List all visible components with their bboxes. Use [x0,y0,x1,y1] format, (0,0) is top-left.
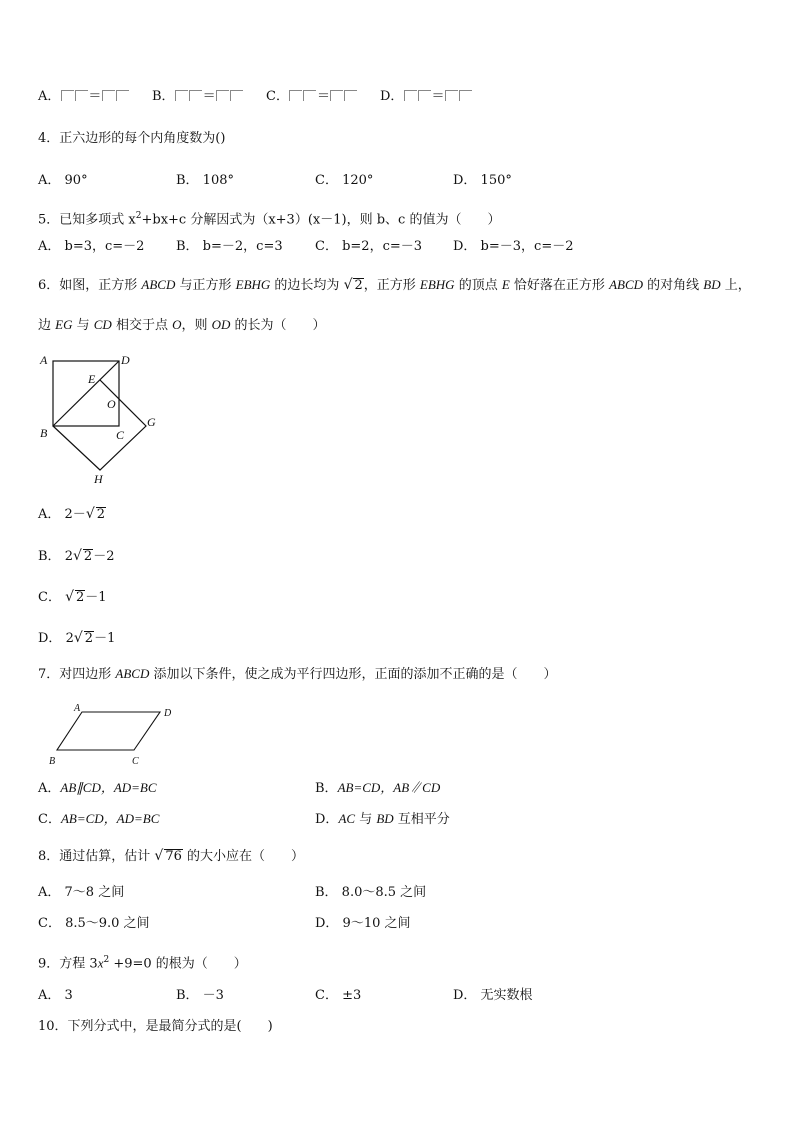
q5-stem [38,208,500,228]
option-text: AB∥CD，AD=BC [60,780,157,795]
option-letter: A． [38,781,61,796]
variable-x: x [97,955,104,971]
square-ebhg [53,380,146,470]
radical-sign: √ [73,630,83,646]
q5-option-b: B． b=－2，c=3 [176,239,283,254]
text: 的大小应在（ ） [182,849,305,864]
option-pre: 2 [64,549,73,564]
q9-option-b: B． －3 [176,988,224,1003]
label-a: A [40,353,48,367]
text: 的顶点 [454,278,502,293]
q6-option-c [38,589,107,606]
label-e: E [88,372,96,386]
label-abcd: ABCD [115,666,150,681]
option-letter: B． [38,549,61,564]
option-text: ＝ [88,89,102,104]
radicand: 2 [84,631,94,646]
label-o: O [107,397,116,411]
q3-option-c [266,89,358,105]
option-letter: C． [38,812,61,827]
option-letter: D． [380,89,404,104]
q4-stem: 4．正六边形的每个内角度数为() [38,131,226,146]
radical-sign: √ [154,848,164,864]
superscript: 2 [103,955,110,965]
radicand: 2 [83,549,93,564]
radicand: 2 [354,278,363,293]
text: 与 [355,812,377,827]
missing-glyph [189,90,202,101]
label-ebhg: EBHG [235,277,271,292]
text: 7．对四边形 [38,667,116,682]
missing-glyph [175,90,188,101]
option-post: －1 [94,631,116,646]
missing-glyph [289,90,302,101]
label-o: O [172,317,182,332]
q6-option-d [38,630,115,647]
q9-option-a: A． 3 [38,988,73,1003]
label-eg: EG [55,317,73,332]
missing-glyph [404,90,417,101]
text: 互相平分 [393,812,450,827]
q6-option-a [38,506,106,523]
missing-glyph [230,90,243,101]
label-d: D [121,353,130,367]
q7-option-c [38,811,159,828]
missing-glyph [61,90,74,101]
label-e: E [501,277,510,292]
text: 边 [38,318,56,333]
q6-geometry-figure [36,350,166,490]
label-b: B [40,426,48,440]
radical-sign: √ [343,277,353,293]
q8-stem [38,848,304,865]
label-cd: CD [93,317,112,332]
superscript: 2 [135,211,142,221]
text: 8．通过估算，估计 [38,849,155,864]
q5-option-d: D． b=－3，c=－2 [453,239,574,254]
missing-glyph [116,90,129,101]
missing-glyph [303,90,316,101]
label-c: C [132,756,139,767]
q8-option-a: A． 7～8 之间 [38,885,125,900]
label-d: D [164,708,172,719]
label-od: OD [211,317,231,332]
text: +9=0 的根为（ ） [109,956,247,972]
q6-stem-line2 [38,317,326,334]
option-letter: D． [38,631,62,646]
q4-option-b: B． 108° [176,173,234,188]
label-ac: AC [338,811,356,826]
option-post: －1 [85,590,107,605]
missing-glyph [216,90,229,101]
q7-stem [38,666,557,683]
text: 上， [720,278,751,293]
text: ，则 [181,318,212,333]
text: 的对角线 [643,278,704,293]
missing-glyph [344,90,357,101]
q8-option-b: B． 8.0～8.5 之间 [315,885,427,900]
option-text: ＝ [202,89,216,104]
text: 的长为（ ） [230,318,326,333]
q4-option-a: A． 90° [38,173,88,188]
radical-sign: √ [72,548,82,564]
q5-stem-prefix: 5．已知多项式 x [38,212,136,228]
q7-parallelogram-figure [44,700,184,768]
option-text: ＝ [316,89,330,104]
q9-stem [38,952,247,972]
q5-stem-suffix: +bx+c 分解因式为（x+3）(x－1)，则 b、c 的值为（ ） [141,212,501,228]
diagonal-bd [53,361,119,426]
q7-option-b [315,780,440,797]
option-letter: A． [38,507,61,522]
q7-option-a [38,780,157,797]
label-a: A [74,703,81,714]
option-letter: C． [38,590,61,605]
text: 相交于点 [111,318,173,333]
q4-option-c: C． 120° [315,173,374,188]
missing-glyph [75,90,88,101]
text: 与正方形 [175,278,236,293]
label-abcd: ABCD [141,277,176,292]
q10-stem: 10．下列分式中，是最简分式的是( ) [38,1019,273,1034]
option-text: AB=CD，AD=BC [60,811,160,826]
label-c: C [116,428,125,442]
q3-option-b [152,89,244,105]
radical-sign: √ [85,506,95,522]
radical-sign: √ [65,589,75,605]
option-post: －2 [93,549,115,564]
radicand: 76 [165,849,182,864]
label-ebhg: EBHG [419,277,455,292]
text: 6．如图，正方形 [38,278,142,293]
option-pre: 2－ [64,507,86,522]
q6-stem-line1 [38,277,751,294]
text: 添加以下条件，使之成为平行四边形，正面的添加不正确的是（ ） [149,667,557,682]
missing-glyph [445,90,458,101]
q5-option-a: A． b=3，c=－2 [38,239,145,254]
option-pre: 2 [65,631,74,646]
label-bd: BD [376,811,394,826]
option-text: AB=CD，AB∥CD [337,780,441,795]
missing-glyph [102,90,115,101]
option-letter: B． [152,89,175,104]
label-abcd: ABCD [609,277,644,292]
option-letter: C． [266,89,289,104]
q5-option-c: C． b=2，c=－3 [315,239,423,254]
text: 的边长均为 [270,278,344,293]
text: 恰好落在正方形 [509,278,610,293]
text: ，正方形 [363,278,420,293]
radicand: 2 [76,590,85,605]
q6-option-b [38,548,114,565]
label-h: H [94,472,103,486]
q4-option-d: D． 150° [453,173,512,188]
q3-option-a [38,89,129,105]
text: 9．方程 3 [38,956,98,972]
q7-option-d [315,811,450,828]
missing-glyph [330,90,343,101]
missing-glyph [418,90,431,101]
q8-option-c: C． 8.5～9.0 之间 [38,916,150,931]
option-letter: B． [315,781,338,796]
radicand: 2 [96,507,106,522]
label-g: G [147,415,156,429]
label-bd: BD [703,277,721,292]
option-letter: D． [315,812,339,827]
option-text: ＝ [431,89,445,104]
parallelogram-abcd [57,712,160,750]
q9-option-c: C． ±3 [315,988,362,1003]
text: 与 [72,318,94,333]
q3-option-d [380,89,472,105]
option-letter: A． [38,89,61,104]
label-b: B [49,756,56,767]
missing-glyph [459,90,472,101]
q8-option-d: D． 9～10 之间 [315,916,411,931]
q9-option-d: D． 无实数根 [453,988,533,1003]
